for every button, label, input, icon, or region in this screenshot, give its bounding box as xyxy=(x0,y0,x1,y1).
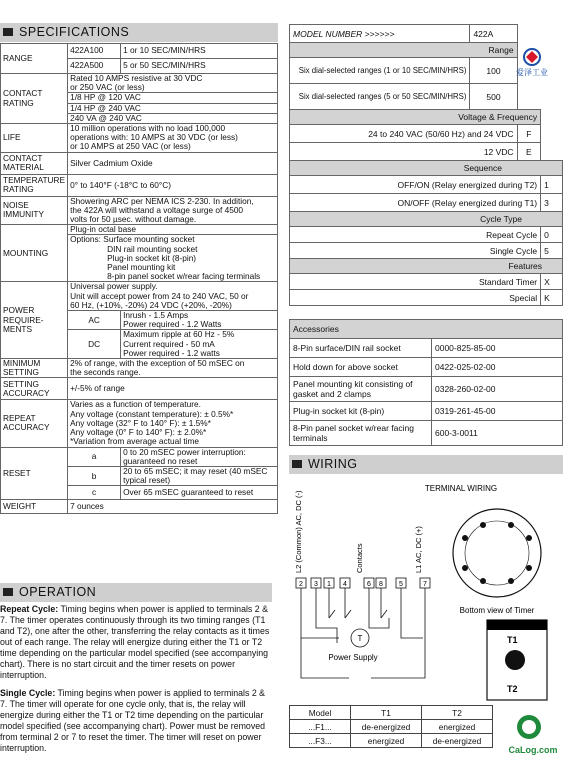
min-setting-cell xyxy=(68,359,278,378)
accessory-name-4: Plug-in socket kit (8-pin) xyxy=(290,402,432,421)
specifications-table xyxy=(0,43,278,514)
timing-row1-t2: energized xyxy=(422,720,493,734)
bottom-view-pins xyxy=(462,522,532,584)
contact-rating-line-4: 1/4 HP @ 240 VAC xyxy=(68,103,278,113)
noise-cell xyxy=(68,196,278,225)
single-cycle-text: Timing begins when power is applied to terminals 2 & 7. The timer will operate for one cycle only, that is, the relay will energize during either the T1 or T2 time depending on the particular model specified (see accompanying chart). Power must be removed from terminal 2 or 7 to reset the timer. The timer will reset on power interruption. xyxy=(0,688,266,753)
power-label: POWER REQUIRE-MENTS xyxy=(1,282,68,359)
temperature-label: TEMPERATURE RATING xyxy=(1,174,68,196)
voltage-option-1: 24 to 240 VAC (50/60 Hz) and 24 VDC xyxy=(290,125,518,143)
single-cycle-paragraph xyxy=(0,688,272,754)
power-ac-line-2: Power required - 1.2 Watts xyxy=(123,319,222,330)
contact-material-label: CONTACT MATERIAL xyxy=(1,152,68,174)
range-option-2: Six dial-selected ranges (5 or 50 SEC/MIN/HRS) xyxy=(290,84,470,110)
cycle-code-2: 5 xyxy=(541,243,563,259)
model-number-value: 422A xyxy=(470,25,517,43)
l2-common-label: L2 (Common) AC, DC (-) xyxy=(294,490,303,573)
mounting-line-4: Panel mounting kit xyxy=(107,262,176,273)
sequence-code-2: 3 xyxy=(541,194,563,212)
wiring-header xyxy=(289,455,563,474)
feature-option-1: Standard Timer xyxy=(290,274,541,290)
pin-number: 4 xyxy=(343,581,347,588)
sequence-option-1: OFF/ON (Relay energized during T2) xyxy=(290,176,541,194)
reset-a-value: 0 to 20 mSEC power interruption: guaranteed no reset xyxy=(121,447,278,466)
repeat-cycle-text: Timing begins when power is applied to terminals 2 & 7. The timer operates continuously through its two timing ranges (T1 and T2), one after the other, transferring the relay contacts as it times out of each range. The relay will energize during either the T1 or T2 time depending on the particular model specified (see accompanying chart). There is no start circuit and the timer resets on power interruption. xyxy=(0,604,270,680)
header-mark-icon xyxy=(3,28,13,36)
voltage-frequency-heading: Voltage & Frequency xyxy=(290,110,541,125)
power-supply-label: Power Supply xyxy=(328,653,378,662)
l1-label: L1 AC, DC (+) xyxy=(414,526,423,573)
sequence-option-2: ON/OFF (Relay energized during T1) xyxy=(290,194,541,212)
timing-header-t2: T2 xyxy=(422,706,493,720)
timing-table xyxy=(289,705,493,748)
timing-row2-model: ...F3... xyxy=(290,734,351,748)
power-ac-cell xyxy=(121,311,278,330)
range-model-1: 422A100 xyxy=(68,44,121,59)
noise-line-3: volts for 50 µsec. without damage. xyxy=(70,214,197,225)
logo-text: 爱泽工业 xyxy=(516,68,548,77)
dial-t1-label: T1 xyxy=(507,635,518,645)
weight-label: WEIGHT xyxy=(1,500,68,514)
cycle-option-2: Single Cycle xyxy=(290,243,541,259)
sequence-code-1: 1 xyxy=(541,176,563,194)
mounting-base: Plug-in octal base xyxy=(68,225,278,235)
accessory-part-3: 0328-260-02-00 xyxy=(432,377,563,402)
mounting-label: MOUNTING xyxy=(1,225,68,282)
weight-value: 7 ounces xyxy=(68,500,278,514)
reset-b-label: b xyxy=(68,466,121,485)
power-ac-line-1: Inrush - 1.5 Amps xyxy=(123,310,189,321)
range-value-1: 1 or 10 SEC/MIN/HRS xyxy=(121,44,278,59)
wiring-diagram xyxy=(289,478,563,703)
power-line-1: Universal power supply. xyxy=(70,281,158,292)
specifications-header xyxy=(0,23,278,42)
pin-number: 2 xyxy=(299,581,303,588)
wiring-title: WIRING xyxy=(308,457,358,471)
contact-material-value: Silver Cadmium Oxide xyxy=(68,152,278,174)
setting-accuracy-value: +/-5% of range xyxy=(68,378,278,400)
min-setting-line-2: the seconds range. xyxy=(70,367,141,378)
voltage-code-2: E xyxy=(517,143,541,161)
min-setting-label: MINIMUM SETTING xyxy=(1,359,68,378)
timer-symbol-label: T xyxy=(357,634,363,643)
range-label: RANGE xyxy=(1,44,68,74)
single-cycle-heading: Single Cycle: xyxy=(0,688,56,698)
range-model-2: 422A500 xyxy=(68,59,121,74)
power-line-2: Unit will accept power from 24 to 240 VAC, 50 or xyxy=(70,290,249,301)
pin-row xyxy=(296,578,430,588)
range-code-1: 100 xyxy=(470,58,517,84)
header-mark-icon xyxy=(3,588,13,596)
mounting-line-1: Options: Surface mounting socket xyxy=(70,234,195,245)
repeat-line-2: Any voltage (constant temperature): ± 0.5%* xyxy=(70,408,234,419)
pin-number: 5 xyxy=(399,581,403,588)
contact-rating-cell xyxy=(68,74,278,93)
accessories-table xyxy=(289,319,563,446)
range-value-2: 5 or 50 SEC/MIN/HRS xyxy=(121,59,278,74)
accessories-heading: Accessories xyxy=(290,320,563,339)
setting-accuracy-label: SETTING ACCURACY xyxy=(1,378,68,400)
pin-number: 8 xyxy=(379,581,383,588)
timing-row2-t2: de-energized xyxy=(422,734,493,748)
repeat-accuracy-label: REPEAT ACCURACY xyxy=(1,400,68,447)
accessory-part-1: 0000-825-85-00 xyxy=(432,339,563,358)
accessory-part-5: 600-3-0011 xyxy=(432,421,563,446)
watermark-text: CaLog.com xyxy=(508,745,558,755)
mounting-line-2: DIN rail mounting socket xyxy=(107,243,198,254)
mounting-options xyxy=(68,235,278,282)
timer-bottom-view-icon xyxy=(453,509,541,597)
repeat-line-3: Any voltage (32° F to 140° F): ± 1.5%* xyxy=(70,417,211,428)
repeat-line-5: *Variation from average actual time xyxy=(70,436,200,447)
accessory-part-4: 0319-261-45-00 xyxy=(432,402,563,421)
cycle-code-1: 0 xyxy=(541,227,563,243)
timing-row1-model: ...F1... xyxy=(290,720,351,734)
cycle-option-1: Repeat Cycle xyxy=(290,227,541,243)
temperature-value: 0° to 140°F (-18°C to 60°C) xyxy=(68,174,278,196)
repeat-cycle-heading: Repeat Cycle: xyxy=(0,604,59,614)
mounting-line-3: Plug-in socket kit (8-pin) xyxy=(107,252,197,263)
contact-rating-line-5: 240 VA @ 240 VAC xyxy=(68,113,278,123)
life-cell xyxy=(68,124,278,153)
bottom-view-label: Bottom view of Timer xyxy=(459,606,535,615)
feature-code-2: K xyxy=(541,290,563,306)
life-label: LIFE xyxy=(1,124,68,153)
accessory-part-2: 0422-025-02-00 xyxy=(432,358,563,377)
power-dc-line-3: Power required - 1.2 watts xyxy=(123,347,220,358)
company-logo xyxy=(512,48,554,82)
repeat-line-4: Any voltage (0° F to 140° F): ± 2.0%* xyxy=(70,427,207,438)
sequence-heading: Sequence xyxy=(290,161,563,176)
terminal-wiring-title: TERMINAL WIRING xyxy=(424,484,498,493)
power-dc-line-1: Maximum ripple at 60 Hz - 5% xyxy=(123,329,235,340)
feature-code-1: X xyxy=(541,274,563,290)
noise-line-2: the 422A will withstand a voltage surge of 4500 xyxy=(70,204,244,215)
cycle-type-heading: Cycle Type xyxy=(290,212,563,227)
reset-label: RESET xyxy=(1,447,68,500)
range-option-1: Six dial-selected ranges (1 or 10 SEC/MIN/HRS) xyxy=(290,58,470,84)
reset-b-value: 20 to 65 mSEC; it may reset (40 mSEC typical reset) xyxy=(121,466,278,485)
timing-header-t1: T1 xyxy=(351,706,422,720)
model-number-label: MODEL NUMBER >>>>>> xyxy=(290,25,470,43)
accessory-name-5: 8-Pin panel socket w/rear facing terminals xyxy=(290,421,432,446)
mounting-line-5: 8-pin panel socket w/rear facing terminals xyxy=(107,271,261,282)
voltage-code-1: F xyxy=(517,125,541,143)
range-code-2: 500 xyxy=(470,84,517,110)
features-heading: Features xyxy=(290,259,563,274)
power-dc-cell xyxy=(121,330,278,359)
voltage-option-2: 12 VDC xyxy=(290,143,518,161)
contact-rating-line-2: or 250 VAC (or less) xyxy=(70,82,145,93)
timing-row2-t1: energized xyxy=(351,734,422,748)
accessory-name-2: Hold down for above socket xyxy=(290,358,432,377)
power-ac-label: AC xyxy=(68,311,121,330)
reset-c-value: Over 65 mSEC guaranteed to reset xyxy=(121,486,278,500)
operation-header xyxy=(0,583,272,602)
range-heading: Range xyxy=(290,43,518,58)
power-cell xyxy=(68,282,278,311)
timing-header-model: Model xyxy=(290,706,351,720)
repeat-cycle-paragraph xyxy=(0,604,272,681)
accessory-name-3: Panel mounting kit consisting of gasket and 2 clamps xyxy=(290,377,432,402)
feature-option-2: Special xyxy=(290,290,541,306)
header-mark-icon xyxy=(292,460,302,468)
contacts-label: Contacts xyxy=(355,543,364,573)
power-dc-label: DC xyxy=(68,330,121,359)
power-dc-line-2: Current required - 50 mA xyxy=(123,338,215,349)
timing-row1-t1: de-energized xyxy=(351,720,422,734)
contact-rating-line-1: Rated 10 AMPS resistive at 30 VDC xyxy=(70,73,203,83)
life-line-3: or 10 AMPS at 250 VAC (or less) xyxy=(70,141,191,152)
dial-t2-label: T2 xyxy=(507,684,518,694)
reset-c-label: c xyxy=(68,486,121,500)
pin-number: 6 xyxy=(367,581,371,588)
repeat-accuracy-cell xyxy=(68,400,278,447)
operation-title: OPERATION xyxy=(19,585,97,599)
accessory-name-1: 8-Pin surface/DIN rail socket xyxy=(290,339,432,358)
pin-number: 3 xyxy=(314,581,318,588)
contact-rating-line-3: 1/8 HP @ 120 VAC xyxy=(68,93,278,103)
min-setting-line-1: 2% of range, with the exception of 50 mSEC on xyxy=(70,358,245,369)
life-line-1: 10 million operations with no load 100,000 xyxy=(70,123,226,134)
noise-line-1: Showering ARC per NEMA ICS 2-230. In addition, xyxy=(70,195,254,206)
contact-rating-label: CONTACT RATING xyxy=(1,74,68,124)
watermark-logo xyxy=(505,713,561,757)
pin-number: 1 xyxy=(327,581,331,588)
life-line-2: operations with: 10 AMPS at 30 VDC (or less) xyxy=(70,132,238,143)
specifications-title: SPECIFICATIONS xyxy=(19,25,130,39)
pin-number: 7 xyxy=(423,581,427,588)
noise-label: NOISE IMMUNITY xyxy=(1,196,68,225)
repeat-line-1: Varies as a function of temperature. xyxy=(70,399,201,410)
reset-a-label: a xyxy=(68,447,121,466)
power-line-3: 60 Hz, (+10%, -20%) 24 VDC (+20%, -20%) xyxy=(70,299,232,310)
